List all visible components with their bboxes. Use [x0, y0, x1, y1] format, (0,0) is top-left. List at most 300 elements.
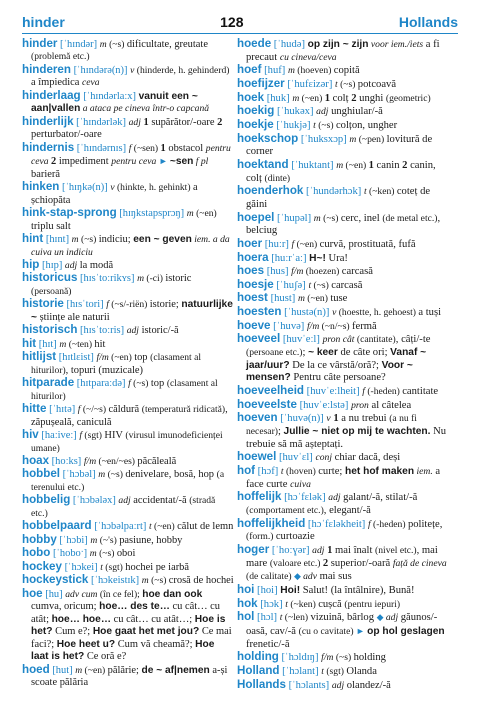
dictionary-entry: [22, 403, 234, 429]
dictionary-entry: [22, 64, 234, 90]
dictionary-entry: [237, 385, 449, 399]
entry-text: [ˈhɪndər]: [57, 39, 100, 50]
entry-text: pentru ceva: [31, 142, 231, 168]
entry-text: Hoe is het?: [31, 613, 226, 638]
entry-text: (~sen): [131, 142, 161, 154]
entry-text: [ˈhuvə]: [270, 320, 307, 332]
entry-headword: hinder: [22, 37, 58, 50]
entry-text: natuurlijke ~: [31, 299, 233, 323]
entry-text: [ˈhɪtə]: [46, 404, 78, 416]
entry-text: la modă: [77, 259, 114, 271]
dictionary-entry: [237, 679, 449, 693]
entry-text: (~en): [299, 92, 325, 104]
dictionary-entry: [237, 292, 449, 306]
entry-text: Jullie ~ niet op mij te wachten.: [283, 426, 431, 438]
entry-text: [ˈhuʃə]: [273, 279, 309, 291]
entry-text: carcasă: [341, 266, 373, 278]
dictionary-entry: [237, 279, 449, 293]
dictionary-entry: [237, 38, 449, 64]
entry-text: potcoavă: [357, 78, 397, 90]
entry-text: (~en): [82, 664, 108, 676]
entry-text: f: [128, 142, 132, 154]
entry-text: politețe,: [407, 518, 443, 530]
entry-text: obstacol: [168, 142, 206, 154]
entry-headword: hoffelijkheid: [237, 516, 306, 530]
entry-text: [huːrˈaː]: [268, 252, 310, 264]
entry-text: adj: [128, 116, 141, 128]
entry-text: , mai mare: [246, 544, 438, 569]
entry-headword: hoepel: [237, 210, 275, 224]
entry-text: voor iem./iets: [368, 39, 424, 50]
entry-text: (pentru iepuri): [344, 598, 401, 610]
entry-text: ;: [302, 347, 309, 359]
entry-text: t: [100, 561, 103, 573]
dictionary-entry: [237, 265, 449, 279]
entry-text: f: [291, 238, 295, 250]
dictionary-entry: [237, 491, 449, 517]
entry-text: (~s): [105, 469, 126, 481]
dictionary-entry: [22, 588, 234, 664]
entry-text: (~s): [311, 279, 332, 291]
entry-text: adj: [64, 259, 78, 271]
entry-text: De la ce vârstă/oră?;: [289, 359, 382, 371]
dictionary-entry: [22, 520, 234, 533]
entry-text: Vanaf ~ jaar/uur?: [246, 347, 427, 371]
entry-text: [ˈhoːɣər]: [269, 544, 313, 556]
entry-text: 1: [160, 142, 169, 154]
entry-text: hoe… hoe…: [51, 613, 112, 625]
dictionary-entry: [237, 665, 449, 679]
entry-text: [hɪtparaːdə]: [74, 378, 129, 390]
entry-text: m: [137, 273, 144, 285]
entry-text: ►: [355, 625, 368, 636]
entry-text: impediment: [58, 156, 112, 168]
entry-text: f: [367, 518, 371, 530]
entry-headword: hoesje: [237, 277, 274, 291]
entry-headword: Holland: [237, 663, 280, 677]
entry-text: [ˈhukəx]: [274, 106, 317, 118]
entry-text: [huːr]: [262, 238, 292, 250]
entry-text: f: [79, 430, 83, 442]
entry-text: (virusul imunodeficienței umane): [31, 430, 223, 454]
entry-text: [ˈhɔkei]: [61, 561, 101, 573]
dictionary-entry: [237, 133, 449, 159]
entry-headword: hoede: [237, 37, 272, 50]
dictionary-entry: [22, 561, 234, 574]
entry-text: [ˈhɔbəlpaːrt]: [91, 521, 149, 533]
dictionary-entry: [22, 664, 234, 690]
entry-text: căldură: [108, 404, 142, 416]
entry-text: [huf]: [261, 65, 288, 77]
entry-text: 1: [330, 413, 342, 425]
entry-text: supărător/-oare: [151, 116, 218, 128]
entry-text: carcasă: [331, 279, 363, 291]
entry-text: m: [90, 534, 98, 546]
entry-text: t: [279, 612, 283, 624]
entry-text: (~n/~s): [319, 320, 353, 332]
entry-text: ◆: [293, 571, 304, 582]
entry-text: superior/-oară: [330, 557, 393, 569]
dictionary-entry: [237, 105, 449, 119]
entry-text: colțon, ungher: [335, 119, 398, 131]
dictionary-entry: [22, 38, 234, 64]
entry-text: curvă, prostituată, fufă: [319, 238, 416, 250]
entry-headword: hoekschop: [237, 131, 299, 145]
page-header: [22, 12, 458, 32]
entry-text: (~pen): [356, 133, 387, 145]
entry-headword: hoekje: [237, 117, 274, 131]
entry-text: (hoestte, h. gehoest): [336, 307, 419, 319]
entry-text: (clasament al hiturilor): [31, 378, 218, 402]
entry-headword: hint: [22, 232, 44, 246]
entry-text: f/m: [321, 652, 334, 664]
entry-text: Ce oră e?: [84, 651, 127, 663]
entry-text: ►: [158, 156, 170, 167]
entry-headword: hoes: [237, 264, 265, 278]
entry-text: (-ci): [144, 273, 166, 285]
dictionary-entry: [237, 320, 449, 334]
entry-text: 2: [351, 92, 360, 104]
entry-text: (stradă etc.): [31, 495, 216, 519]
entry-text: (persoane etc.): [246, 347, 303, 359]
entry-text: (-heden): [364, 386, 403, 398]
entry-text: iem. a da cuiva un indiciu: [31, 234, 230, 258]
dictionary-entry: [22, 233, 234, 259]
entry-text: [huvˈeːl]: [280, 334, 323, 346]
entry-text: f: [77, 404, 81, 416]
entry-text: [ˈhuksxɔp]: [298, 133, 350, 145]
entry-text: m: [75, 664, 83, 676]
dictionary-entry: [22, 377, 234, 403]
entry-text: f: [128, 378, 131, 390]
entry-text: t: [280, 466, 284, 477]
dictionary-entry: [22, 494, 234, 520]
entry-text: , câți/-te: [395, 334, 431, 346]
entry-headword: hockeystick: [22, 573, 89, 587]
entry-text: op zijn ~ zijn: [307, 39, 369, 50]
entry-text: al câtelea: [368, 399, 412, 411]
dictionary-entry: [22, 181, 234, 207]
entry-text: științe ale naturii: [36, 311, 110, 323]
dictionary-entry: [22, 298, 234, 324]
entry-headword: hoesten: [237, 305, 282, 319]
entry-text: (~en): [304, 293, 331, 305]
entry-text: [hust]: [267, 293, 298, 305]
entry-text: pasiune, hobby: [119, 534, 183, 546]
entry-text: accidentat/-ă: [130, 495, 190, 507]
entry-text: t: [285, 598, 288, 610]
entry-text: (persoană): [31, 285, 72, 297]
entry-text: (~s): [337, 78, 358, 90]
entry-text: (cantitate): [356, 334, 396, 346]
entry-text: perturbator/-oare: [31, 129, 102, 141]
entry-headword: hoeve: [237, 318, 271, 332]
entry-text: [ˈhɪndərə(n)]: [70, 64, 131, 76]
entry-headword: hoewel: [237, 450, 277, 464]
entry-text: [ˈhɔbi]: [56, 534, 91, 546]
entry-text: de câte ori;: [337, 347, 391, 359]
dictionary-entry: [237, 252, 449, 266]
entry-text: m: [141, 575, 149, 587]
entry-headword: hobbelig: [22, 493, 71, 507]
entry-text: tuse: [330, 293, 348, 305]
entry-headword: hobbelpaard: [22, 519, 92, 533]
entry-text: (comportament etc.): [246, 504, 324, 516]
entry-text: v: [130, 64, 135, 76]
entry-text: t: [321, 665, 324, 677]
entry-headword: hoenderhok: [237, 184, 304, 198]
entry-text: m: [71, 234, 79, 246]
entry-text: v: [332, 307, 337, 319]
entry-headword: hoeveelheid: [237, 384, 305, 398]
entry-text: [hu]: [42, 588, 66, 600]
entry-text: holding: [353, 652, 386, 664]
entry-text: m: [336, 159, 344, 171]
entry-text: (~ken): [287, 598, 319, 610]
entry-headword: historie: [22, 297, 64, 311]
entry-text: cuiva: [290, 478, 311, 490]
entry-text: top: [150, 378, 167, 390]
entry-text: m: [59, 338, 67, 350]
entry-text: [hɔˈfɛlək]: [281, 492, 329, 504]
entry-text: (cu o cavitate): [298, 625, 356, 637]
entry-text: m: [89, 548, 97, 560]
entry-text: curtoazie: [275, 531, 315, 543]
entry-headword: historisch: [22, 323, 78, 337]
dictionary-entry: [237, 212, 449, 238]
dictionary-entry: [237, 451, 449, 465]
entry-headword: hit: [22, 336, 37, 350]
entry-text: (~en): [193, 208, 217, 220]
entry-text: (hoven): [283, 466, 319, 477]
entry-text: (hinderde, h. gehinderd): [134, 64, 230, 76]
dictionary-entry: [22, 351, 234, 377]
entry-text: găunos/-oasă, cav/-ă: [246, 612, 438, 637]
entry-text: adj: [126, 325, 139, 337]
dictionary-entry: [22, 455, 234, 468]
entry-text: (~en/~es): [96, 456, 138, 467]
entry-text: [hɪsˈtoːris]: [77, 325, 127, 337]
entry-text: f/m: [83, 456, 97, 467]
entry-text: 2: [322, 557, 331, 569]
entry-text: adj: [118, 495, 131, 507]
entry-text: istoric/-ă: [138, 325, 179, 337]
entry-text: (-heden): [370, 518, 408, 530]
entry-text: [ˈhɪndərnɪs]: [74, 142, 129, 154]
entry-text: [ˈhundərhɔk]: [303, 186, 364, 198]
entry-text: [ˈhoboˑ]: [50, 548, 90, 560]
entry-text: Olanda: [346, 665, 377, 677]
dictionary-entry: [237, 544, 449, 584]
entry-text: (~s/-riën): [108, 299, 150, 311]
entry-text: (hoezen): [303, 266, 342, 278]
entry-text: cât: [340, 334, 357, 346]
entry-text: [ˈhuvə(n)]: [277, 413, 327, 425]
entry-headword: hockey: [22, 559, 62, 573]
entry-text: olandez/-ă: [344, 679, 391, 691]
entry-headword: hinken: [22, 180, 60, 194]
entry-text: colț: [332, 92, 352, 104]
entry-text: vanuit een ~ aan|vallen: [31, 90, 198, 115]
entry-text: (~en): [151, 521, 178, 533]
entry-headword: hoe: [22, 586, 43, 600]
dictionary-entry: [22, 259, 234, 272]
entry-text: (sgt): [82, 430, 105, 442]
entry-text: ~ keer: [308, 347, 338, 359]
entry-text: Ce mai faci?;: [31, 626, 232, 650]
entry-text: [hus]: [264, 266, 292, 278]
entry-text: canin: [376, 159, 403, 171]
entry-text: HIV: [104, 430, 126, 442]
entry-text: ◆: [376, 612, 386, 623]
entry-text: 2: [217, 116, 223, 128]
entry-text: m: [287, 65, 295, 77]
entry-text: (~s): [78, 234, 99, 246]
entry-headword: hitlijst: [22, 350, 57, 364]
entry-text: (hoeven): [294, 65, 334, 77]
entry-text: hit: [94, 338, 106, 350]
dictionary-entry: [22, 534, 234, 547]
entry-text: , elegant/-ă: [323, 504, 371, 516]
entry-text: crosă de hochei: [168, 575, 234, 587]
entry-text: (~s): [148, 575, 169, 587]
entry-text: cu cât… cu atât…;: [111, 613, 195, 625]
dictionary-entry: [237, 306, 449, 320]
entry-text: het hof maken: [345, 466, 415, 477]
entry-text: canin, colț: [246, 159, 436, 184]
dictionary-entry: [22, 338, 234, 351]
entry-headword: hoest: [237, 291, 268, 305]
entry-text: (~s): [96, 548, 117, 560]
entry-headword: hink-stap-sprong: [22, 206, 117, 220]
dictionary-entry: [237, 518, 449, 544]
entry-text: [hɪŋkstapsprɔŋ]: [116, 208, 187, 220]
entry-text: m: [313, 212, 321, 224]
entry-text: f/m: [291, 266, 304, 278]
entry-text: pălărie;: [107, 664, 142, 676]
dictionary-entry: [237, 159, 449, 185]
entry-text: [ˈhɪŋkə(n)]: [59, 182, 111, 194]
entry-headword: hof: [237, 464, 256, 477]
entry-headword: hinderlijk: [22, 114, 74, 128]
entry-headword: hoi: [237, 582, 255, 596]
entry-text: (sgt): [102, 561, 126, 573]
entry-text: f/m: [307, 320, 320, 332]
dictionary-entry: [22, 142, 234, 181]
entry-text: (~s): [315, 119, 336, 131]
entry-text: (~en): [294, 238, 320, 250]
entry-text: (a nu fi necesar): [246, 413, 417, 438]
entry-text: 1: [368, 159, 377, 171]
entry-text: (~s): [130, 378, 151, 390]
entry-text: cerc, inel: [340, 212, 383, 224]
entry-text: adj: [385, 612, 399, 624]
entry-text: adj: [312, 544, 325, 556]
dictionary-entry: [22, 116, 234, 142]
entry-text: cu cineva/ceva: [279, 51, 337, 63]
dictionary-entry: [237, 584, 449, 598]
entry-text: Voor ~ mensen?: [246, 359, 413, 384]
entry-text: călut de lemn: [177, 521, 234, 533]
entry-headword: hoefijzer: [237, 76, 285, 90]
entry-text: , belciug: [246, 212, 441, 237]
entry-text: [hɪtlɛist]: [56, 352, 97, 364]
entry-text: Ura!: [325, 252, 348, 264]
entry-text: indiciu;: [98, 234, 134, 246]
entry-text: [hɔk]: [257, 598, 286, 610]
entry-text: cantitate: [402, 386, 439, 398]
entry-text: [huvˈɛl]: [276, 452, 316, 464]
entry-text: (problemă etc.): [31, 51, 90, 63]
entry-text: [ˈhɔlant]: [279, 665, 322, 677]
entry-text: (~ken): [366, 186, 397, 198]
entry-text: (~en): [108, 352, 135, 364]
entry-text: (nivel etc.): [375, 544, 417, 556]
entry-text: top: [134, 352, 151, 364]
entry-text: [hut]: [49, 664, 76, 676]
entry-text: a fi precaut: [246, 39, 440, 63]
entry-text: [ˈhɔlants]: [285, 679, 332, 691]
dictionary-entry: [237, 333, 449, 385]
entry-text: (clasament al hiturilor): [31, 352, 202, 376]
entry-text: (form.): [246, 531, 276, 543]
entry-text: Hoi!: [280, 584, 301, 596]
entry-headword: hoeveel: [237, 332, 281, 346]
entry-text: vizuină, bârlog: [310, 612, 377, 624]
entry-text: adv: [303, 571, 317, 583]
entry-headword: hip: [22, 257, 40, 271]
entry-text: oboi: [116, 548, 136, 560]
dictionary-entry: [237, 78, 449, 92]
entry-text: (hinkte, h. gehinkt): [114, 182, 193, 194]
entry-text: [ˈhufɛizər]: [284, 78, 335, 90]
entry-text: (~en): [343, 159, 369, 171]
entry-text: f/m: [96, 352, 109, 364]
entry-text: (în ce fel);: [99, 588, 143, 600]
entry-text: păcăleală: [137, 456, 177, 467]
entry-headword: hinderen: [22, 62, 71, 76]
entry-text: chiar dacă, deși: [332, 452, 401, 464]
entry-text: ~sen: [169, 156, 194, 168]
dictionary-entry: [237, 611, 449, 651]
entry-text: t: [148, 521, 152, 533]
entry-text: m: [292, 92, 300, 104]
entry-text: een ~ geven: [133, 234, 192, 246]
entry-text: v: [326, 413, 331, 425]
entry-text: [hɪsˈtoːrikʏs]: [77, 273, 138, 285]
entry-text: [huvˈeːlstə]: [296, 399, 352, 411]
entry-text: a-și scoate pălăria: [31, 664, 228, 688]
entry-text: (~s): [333, 652, 354, 664]
entry-text: curte;: [318, 466, 345, 477]
entry-headword: hoekig: [237, 104, 275, 118]
entry-text: conj: [315, 452, 333, 464]
dictionary-entry: [22, 468, 234, 494]
entry-headword: hitparade: [22, 376, 75, 390]
dictionary-entry: [22, 574, 234, 587]
entry-text: (sgt): [323, 665, 347, 677]
dictionary-entry: [237, 119, 449, 133]
entry-text: [ˈhɔldɪŋ]: [278, 652, 322, 664]
entry-text: m: [99, 39, 107, 50]
entry-text: iem.: [414, 466, 433, 477]
entry-text: op hol geslagen: [367, 625, 445, 637]
entry-headword: hoger: [237, 542, 270, 556]
entry-text: adj: [328, 492, 341, 504]
entry-text: coteț de găini: [246, 186, 431, 210]
entry-text: Hoe gaat het met jou?: [92, 626, 200, 638]
entry-text: pron: [322, 334, 341, 346]
